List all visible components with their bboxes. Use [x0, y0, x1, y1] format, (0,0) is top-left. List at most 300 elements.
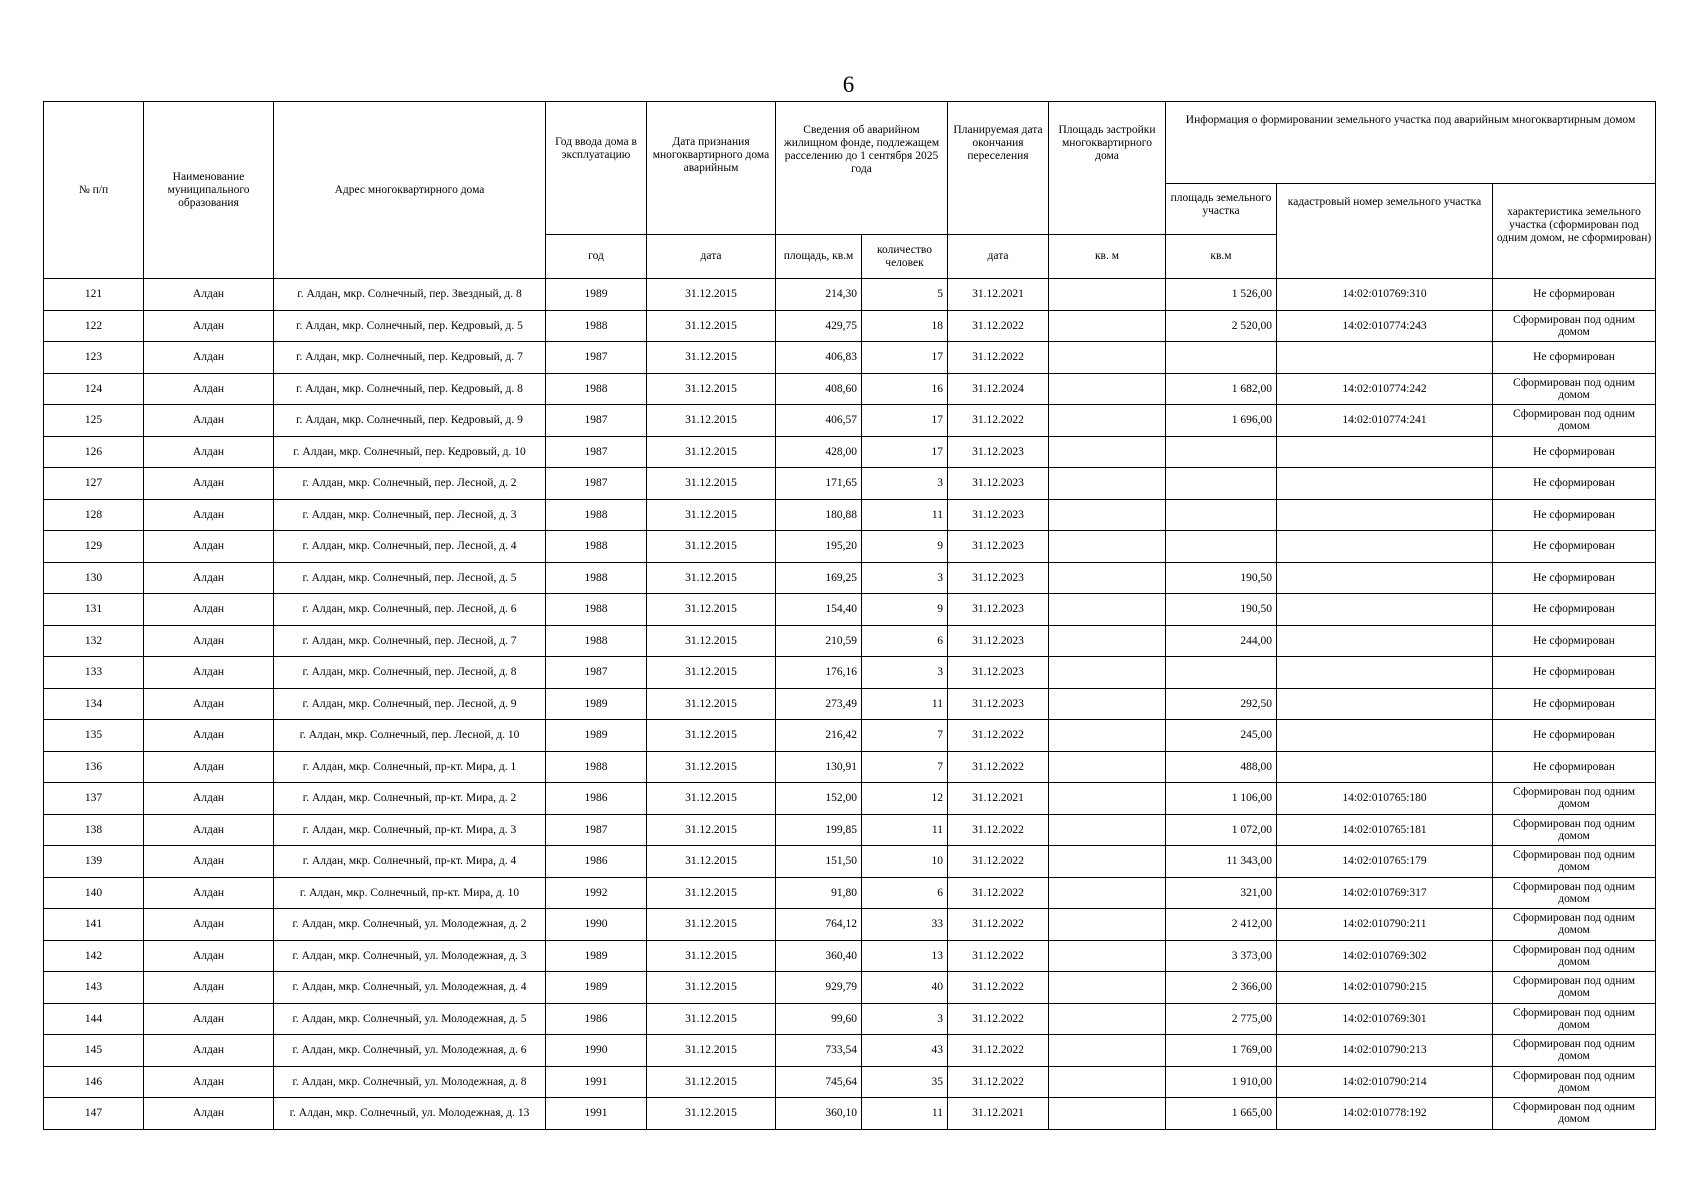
cell-area: 408,60 — [776, 373, 862, 405]
cell-year: 1988 — [546, 751, 647, 783]
cell-municipality: Алдан — [144, 594, 274, 626]
cell-address: г. Алдан, мкр. Солнечный, ул. Молодежная, д. 3 — [274, 940, 546, 972]
cell-planned-date: 31.12.2022 — [948, 846, 1049, 878]
cell-num: 121 — [44, 279, 144, 311]
cell-date: 31.12.2015 — [647, 279, 776, 311]
cell-people: 7 — [862, 751, 948, 783]
cell-people: 7 — [862, 720, 948, 752]
cell-building-area — [1049, 688, 1166, 720]
cell-cadastral — [1277, 436, 1493, 468]
cell-year: 1988 — [546, 594, 647, 626]
cell-area: 130,91 — [776, 751, 862, 783]
cell-cadastral: 14:02:010774:241 — [1277, 405, 1493, 437]
cell-area: 199,85 — [776, 814, 862, 846]
cell-characteristic: Сформирован под одним домом — [1493, 1035, 1656, 1067]
cell-people: 11 — [862, 499, 948, 531]
cell-num: 146 — [44, 1066, 144, 1098]
table-row — [44, 436, 1656, 468]
cell-characteristic: Сформирован под одним домом — [1493, 310, 1656, 342]
cell-area: 214,30 — [776, 279, 862, 311]
cell-characteristic: Сформирован под одним домом — [1493, 814, 1656, 846]
cell-cadastral — [1277, 751, 1493, 783]
cell-building-area — [1049, 499, 1166, 531]
cell-municipality: Алдан — [144, 373, 274, 405]
cell-date: 31.12.2015 — [647, 877, 776, 909]
cell-municipality: Алдан — [144, 1066, 274, 1098]
cell-address: г. Алдан, мкр. Солнечный, пер. Лесной, д. 3 — [274, 499, 546, 531]
cell-land-area: 1 910,00 — [1166, 1066, 1277, 1098]
cell-building-area — [1049, 310, 1166, 342]
cell-num: 122 — [44, 310, 144, 342]
cell-characteristic: Сформирован под одним домом — [1493, 373, 1656, 405]
cell-municipality: Алдан — [144, 499, 274, 531]
cell-planned-date: 31.12.2022 — [948, 814, 1049, 846]
cell-year: 1989 — [546, 720, 647, 752]
cell-characteristic: Не сформирован — [1493, 657, 1656, 689]
table-row — [44, 625, 1656, 657]
cell-address: г. Алдан, мкр. Солнечный, ул. Молодежная, д. 4 — [274, 972, 546, 1004]
cell-cadastral: 14:02:010769:301 — [1277, 1003, 1493, 1035]
cell-land-area: 11 343,00 — [1166, 846, 1277, 878]
cell-num: 135 — [44, 720, 144, 752]
cell-year: 1989 — [546, 688, 647, 720]
cell-year: 1987 — [546, 436, 647, 468]
header-land-info: Информация о формировании земельного участка под аварийным многоквартирным домом — [1166, 102, 1656, 184]
cell-people: 40 — [862, 972, 948, 1004]
cell-area: 195,20 — [776, 531, 862, 563]
table-row — [44, 909, 1656, 941]
table-row — [44, 814, 1656, 846]
cell-land-area: 3 373,00 — [1166, 940, 1277, 972]
cell-municipality: Алдан — [144, 783, 274, 815]
cell-characteristic: Не сформирован — [1493, 562, 1656, 594]
cell-cadastral — [1277, 342, 1493, 374]
cell-address: г. Алдан, мкр. Солнечный, пр-кт. Мира, д. 3 — [274, 814, 546, 846]
cell-cadastral — [1277, 625, 1493, 657]
cell-year: 1986 — [546, 846, 647, 878]
cell-date: 31.12.2015 — [647, 720, 776, 752]
cell-building-area — [1049, 405, 1166, 437]
cell-cadastral: 14:02:010769:317 — [1277, 877, 1493, 909]
cell-planned-date: 31.12.2022 — [948, 720, 1049, 752]
cell-building-area — [1049, 751, 1166, 783]
page-number: 6 — [842, 72, 855, 97]
cell-num: 145 — [44, 1035, 144, 1067]
cell-land-area: 2 412,00 — [1166, 909, 1277, 941]
cell-num: 131 — [44, 594, 144, 626]
cell-address: г. Алдан, мкр. Солнечный, пр-кт. Мира, д. 10 — [274, 877, 546, 909]
cell-date: 31.12.2015 — [647, 499, 776, 531]
cell-building-area — [1049, 342, 1166, 374]
header-address: Адрес многоквартирного дома — [274, 102, 546, 279]
cell-year: 1987 — [546, 468, 647, 500]
table-row — [44, 405, 1656, 437]
cell-num: 126 — [44, 436, 144, 468]
cell-date: 31.12.2015 — [647, 972, 776, 1004]
cell-area: 169,25 — [776, 562, 862, 594]
cell-area: 429,75 — [776, 310, 862, 342]
cell-year: 1986 — [546, 1003, 647, 1035]
cell-land-area: 245,00 — [1166, 720, 1277, 752]
cell-building-area — [1049, 909, 1166, 941]
cell-building-area — [1049, 468, 1166, 500]
unit-year: год — [546, 235, 647, 279]
cell-num: 144 — [44, 1003, 144, 1035]
table-row — [44, 499, 1656, 531]
cell-characteristic: Не сформирован — [1493, 720, 1656, 752]
cell-municipality: Алдан — [144, 562, 274, 594]
cell-municipality: Алдан — [144, 1003, 274, 1035]
unit-land: кв.м — [1166, 235, 1277, 279]
cell-year: 1989 — [546, 940, 647, 972]
cell-date: 31.12.2015 — [647, 468, 776, 500]
cell-date: 31.12.2015 — [647, 751, 776, 783]
cell-municipality: Алдан — [144, 751, 274, 783]
cell-building-area — [1049, 846, 1166, 878]
cell-people: 43 — [862, 1035, 948, 1067]
cell-address: г. Алдан, мкр. Солнечный, пер. Кедровый, д. 9 — [274, 405, 546, 437]
cell-people: 11 — [862, 688, 948, 720]
cell-municipality: Алдан — [144, 972, 274, 1004]
cell-address: г. Алдан, мкр. Солнечный, пер. Лесной, д. 5 — [274, 562, 546, 594]
table-row — [44, 846, 1656, 878]
cell-people: 3 — [862, 1003, 948, 1035]
cell-land-area: 244,00 — [1166, 625, 1277, 657]
table-row — [44, 751, 1656, 783]
table-row — [44, 279, 1656, 311]
cell-address: г. Алдан, мкр. Солнечный, пер. Лесной, д. 8 — [274, 657, 546, 689]
cell-planned-date: 31.12.2022 — [948, 1066, 1049, 1098]
cell-cadastral: 14:02:010778:192 — [1277, 1098, 1493, 1130]
header-characteristic: характеристика земельного участка (сформирован под одним домом, не сформирован) — [1493, 184, 1656, 279]
cell-date: 31.12.2015 — [647, 436, 776, 468]
cell-year: 1986 — [546, 783, 647, 815]
cell-address: г. Алдан, мкр. Солнечный, ул. Молодежная, д. 13 — [274, 1098, 546, 1130]
table-row — [44, 342, 1656, 374]
cell-area: 216,42 — [776, 720, 862, 752]
cell-area: 406,57 — [776, 405, 862, 437]
cell-building-area — [1049, 1035, 1166, 1067]
unit-people: количество человек — [862, 235, 948, 279]
cell-land-area: 1 106,00 — [1166, 783, 1277, 815]
cell-date: 31.12.2015 — [647, 1098, 776, 1130]
cell-address: г. Алдан, мкр. Солнечный, пр-кт. Мира, д. 1 — [274, 751, 546, 783]
cell-address: г. Алдан, мкр. Солнечный, пер. Кедровый, д. 7 — [274, 342, 546, 374]
cell-area: 176,16 — [776, 657, 862, 689]
cell-area: 360,40 — [776, 940, 862, 972]
cell-cadastral: 14:02:010765:180 — [1277, 783, 1493, 815]
cell-area: 152,00 — [776, 783, 862, 815]
cell-address: г. Алдан, мкр. Солнечный, ул. Молодежная, д. 2 — [274, 909, 546, 941]
cell-num: 129 — [44, 531, 144, 563]
cell-date: 31.12.2015 — [647, 657, 776, 689]
cell-building-area — [1049, 814, 1166, 846]
cell-date: 31.12.2015 — [647, 783, 776, 815]
cell-characteristic: Сформирован под одним домом — [1493, 877, 1656, 909]
cell-characteristic: Сформирован под одним домом — [1493, 846, 1656, 878]
cell-characteristic: Не сформирован — [1493, 751, 1656, 783]
cell-address: г. Алдан, мкр. Солнечный, пер. Кедровый, д. 8 — [274, 373, 546, 405]
cell-area: 406,83 — [776, 342, 862, 374]
cell-building-area — [1049, 531, 1166, 563]
cell-planned-date: 31.12.2022 — [948, 909, 1049, 941]
cell-building-area — [1049, 783, 1166, 815]
cell-date: 31.12.2015 — [647, 814, 776, 846]
cell-date: 31.12.2015 — [647, 373, 776, 405]
table-row — [44, 972, 1656, 1004]
cell-land-area — [1166, 499, 1277, 531]
unit-date: дата — [647, 235, 776, 279]
table-row — [44, 783, 1656, 815]
cell-people: 12 — [862, 783, 948, 815]
cell-land-area — [1166, 468, 1277, 500]
cell-area: 929,79 — [776, 972, 862, 1004]
cell-cadastral: 14:02:010774:243 — [1277, 310, 1493, 342]
cell-cadastral — [1277, 531, 1493, 563]
cell-num: 142 — [44, 940, 144, 972]
cell-cadastral — [1277, 562, 1493, 594]
cell-municipality: Алдан — [144, 310, 274, 342]
cell-planned-date: 31.12.2021 — [948, 279, 1049, 311]
cell-land-area: 2 775,00 — [1166, 1003, 1277, 1035]
cell-characteristic: Не сформирован — [1493, 279, 1656, 311]
cell-building-area — [1049, 940, 1166, 972]
cell-land-area: 2 366,00 — [1166, 972, 1277, 1004]
cell-building-area — [1049, 972, 1166, 1004]
header-planned-date: Планируемая дата окончания переселения — [948, 102, 1049, 235]
cell-people: 11 — [862, 1098, 948, 1130]
table-row — [44, 877, 1656, 909]
cell-cadastral: 14:02:010769:302 — [1277, 940, 1493, 972]
table-row — [44, 468, 1656, 500]
cell-municipality: Алдан — [144, 909, 274, 941]
cell-municipality: Алдан — [144, 657, 274, 689]
cell-land-area: 488,00 — [1166, 751, 1277, 783]
cell-people: 10 — [862, 846, 948, 878]
cell-planned-date: 31.12.2023 — [948, 657, 1049, 689]
cell-characteristic: Не сформирован — [1493, 499, 1656, 531]
cell-num: 127 — [44, 468, 144, 500]
cell-area: 151,50 — [776, 846, 862, 878]
table-row — [44, 940, 1656, 972]
header-date-recognized: Дата признания многоквартирного дома аварийным — [647, 102, 776, 235]
header-fund-info: Сведения об аварийном жилищном фонде, подлежащем расселению до 1 сентября 2025 года — [776, 102, 948, 235]
cell-people: 6 — [862, 625, 948, 657]
unit-building: кв. м — [1049, 235, 1166, 279]
table-row — [44, 720, 1656, 752]
cell-date: 31.12.2015 — [647, 1035, 776, 1067]
cell-year: 1987 — [546, 342, 647, 374]
cell-building-area — [1049, 1098, 1166, 1130]
cell-area: 360,10 — [776, 1098, 862, 1130]
cell-address: г. Алдан, мкр. Солнечный, пер. Лесной, д. 4 — [274, 531, 546, 563]
cell-people: 3 — [862, 468, 948, 500]
cell-address: г. Алдан, мкр. Солнечный, пер. Кедровый, д. 10 — [274, 436, 546, 468]
cell-year: 1990 — [546, 909, 647, 941]
cell-planned-date: 31.12.2022 — [948, 342, 1049, 374]
cell-planned-date: 31.12.2022 — [948, 1035, 1049, 1067]
cell-year: 1990 — [546, 1035, 647, 1067]
cell-characteristic: Не сформирован — [1493, 625, 1656, 657]
cell-land-area: 190,50 — [1166, 562, 1277, 594]
cell-characteristic: Сформирован под одним домом — [1493, 1003, 1656, 1035]
cell-municipality: Алдан — [144, 436, 274, 468]
cell-area: 210,59 — [776, 625, 862, 657]
cell-municipality: Алдан — [144, 814, 274, 846]
cell-date: 31.12.2015 — [647, 405, 776, 437]
cell-year: 1988 — [546, 499, 647, 531]
cell-cadastral — [1277, 720, 1493, 752]
cell-land-area — [1166, 436, 1277, 468]
table-row — [44, 1098, 1656, 1130]
header-municipality: Наименование муниципального образования — [144, 102, 274, 279]
cell-num: 128 — [44, 499, 144, 531]
cell-building-area — [1049, 594, 1166, 626]
cell-cadastral: 14:02:010790:215 — [1277, 972, 1493, 1004]
cell-people: 18 — [862, 310, 948, 342]
cell-people: 16 — [862, 373, 948, 405]
header-building-area: Площадь застройки многоквартирного дома — [1049, 102, 1166, 235]
cell-building-area — [1049, 1066, 1166, 1098]
cell-land-area: 190,50 — [1166, 594, 1277, 626]
cell-year: 1987 — [546, 405, 647, 437]
cell-year: 1989 — [546, 972, 647, 1004]
cell-area: 273,49 — [776, 688, 862, 720]
cell-planned-date: 31.12.2023 — [948, 594, 1049, 626]
cell-num: 136 — [44, 751, 144, 783]
cell-cadastral — [1277, 468, 1493, 500]
cell-characteristic: Не сформирован — [1493, 468, 1656, 500]
cell-date: 31.12.2015 — [647, 625, 776, 657]
cell-num: 137 — [44, 783, 144, 815]
header-land-area: площадь земельного участка — [1166, 184, 1277, 235]
cell-people: 9 — [862, 531, 948, 563]
cell-municipality: Алдан — [144, 720, 274, 752]
cell-area: 154,40 — [776, 594, 862, 626]
cell-cadastral: 14:02:010774:242 — [1277, 373, 1493, 405]
cell-date: 31.12.2015 — [647, 940, 776, 972]
cell-area: 180,88 — [776, 499, 862, 531]
cell-planned-date: 31.12.2022 — [948, 1003, 1049, 1035]
cell-area: 745,64 — [776, 1066, 862, 1098]
cell-area: 428,00 — [776, 436, 862, 468]
cell-planned-date: 31.12.2023 — [948, 625, 1049, 657]
cell-building-area — [1049, 436, 1166, 468]
cell-year: 1988 — [546, 562, 647, 594]
cell-num: 125 — [44, 405, 144, 437]
cell-characteristic: Сформирован под одним домом — [1493, 405, 1656, 437]
cell-people: 13 — [862, 940, 948, 972]
cell-address: г. Алдан, мкр. Солнечный, пер. Лесной, д. 6 — [274, 594, 546, 626]
cell-planned-date: 31.12.2021 — [948, 1098, 1049, 1130]
header-cadastral: кадастровый номер земельного участка — [1277, 184, 1493, 279]
cell-land-area: 321,00 — [1166, 877, 1277, 909]
cell-year: 1991 — [546, 1066, 647, 1098]
cell-land-area: 1 696,00 — [1166, 405, 1277, 437]
cell-address: г. Алдан, мкр. Солнечный, пер. Лесной, д. 9 — [274, 688, 546, 720]
cell-building-area — [1049, 657, 1166, 689]
cell-building-area — [1049, 877, 1166, 909]
cell-land-area: 2 520,00 — [1166, 310, 1277, 342]
cell-year: 1988 — [546, 531, 647, 563]
cell-cadastral: 14:02:010790:211 — [1277, 909, 1493, 941]
cell-date: 31.12.2015 — [647, 1003, 776, 1035]
cell-planned-date: 31.12.2024 — [948, 373, 1049, 405]
cell-num: 123 — [44, 342, 144, 374]
cell-municipality: Алдан — [144, 1035, 274, 1067]
cell-address: г. Алдан, мкр. Солнечный, пр-кт. Мира, д. 2 — [274, 783, 546, 815]
cell-address: г. Алдан, мкр. Солнечный, ул. Молодежная, д. 6 — [274, 1035, 546, 1067]
cell-building-area — [1049, 720, 1166, 752]
cell-characteristic: Сформирован под одним домом — [1493, 783, 1656, 815]
cell-planned-date: 31.12.2022 — [948, 405, 1049, 437]
unit-area: площадь, кв.м — [776, 235, 862, 279]
table-body — [44, 279, 1656, 1130]
cell-characteristic: Не сформирован — [1493, 436, 1656, 468]
cell-planned-date: 31.12.2023 — [948, 531, 1049, 563]
cell-municipality: Алдан — [144, 940, 274, 972]
cell-area: 171,65 — [776, 468, 862, 500]
cell-planned-date: 31.12.2023 — [948, 436, 1049, 468]
cell-characteristic: Не сформирован — [1493, 594, 1656, 626]
cell-land-area: 1 072,00 — [1166, 814, 1277, 846]
cell-cadastral: 14:02:010765:181 — [1277, 814, 1493, 846]
cell-cadastral — [1277, 499, 1493, 531]
cell-planned-date: 31.12.2022 — [948, 940, 1049, 972]
cell-planned-date: 31.12.2022 — [948, 972, 1049, 1004]
cell-address: г. Алдан, мкр. Солнечный, пер. Кедровый, д. 5 — [274, 310, 546, 342]
table-row — [44, 1035, 1656, 1067]
cell-year: 1988 — [546, 310, 647, 342]
cell-people: 33 — [862, 909, 948, 941]
cell-characteristic: Сформирован под одним домом — [1493, 1098, 1656, 1130]
cell-land-area — [1166, 657, 1277, 689]
cell-cadastral — [1277, 657, 1493, 689]
cell-date: 31.12.2015 — [647, 688, 776, 720]
cell-characteristic: Не сформирован — [1493, 342, 1656, 374]
cell-people: 17 — [862, 436, 948, 468]
cell-planned-date: 31.12.2023 — [948, 468, 1049, 500]
cell-municipality: Алдан — [144, 468, 274, 500]
cell-municipality: Алдан — [144, 405, 274, 437]
cell-municipality: Алдан — [144, 531, 274, 563]
cell-num: 140 — [44, 877, 144, 909]
cell-municipality: Алдан — [144, 625, 274, 657]
table-row — [44, 1003, 1656, 1035]
cell-characteristic: Сформирован под одним домом — [1493, 972, 1656, 1004]
cell-date: 31.12.2015 — [647, 909, 776, 941]
cell-area: 764,12 — [776, 909, 862, 941]
cell-cadastral: 14:02:010765:179 — [1277, 846, 1493, 878]
cell-land-area — [1166, 342, 1277, 374]
cell-date: 31.12.2015 — [647, 562, 776, 594]
cell-date: 31.12.2015 — [647, 531, 776, 563]
table-row — [44, 657, 1656, 689]
cell-year: 1987 — [546, 814, 647, 846]
cell-characteristic: Сформирован под одним домом — [1493, 909, 1656, 941]
cell-area: 99,60 — [776, 1003, 862, 1035]
cell-cadastral: 14:02:010790:214 — [1277, 1066, 1493, 1098]
table-header — [44, 102, 1656, 279]
table-row — [44, 1066, 1656, 1098]
cell-people: 9 — [862, 594, 948, 626]
cell-year: 1992 — [546, 877, 647, 909]
cell-municipality: Алдан — [144, 279, 274, 311]
cell-planned-date: 31.12.2023 — [948, 688, 1049, 720]
unit-planned: дата — [948, 235, 1049, 279]
cell-planned-date: 31.12.2022 — [948, 877, 1049, 909]
cell-building-area — [1049, 562, 1166, 594]
